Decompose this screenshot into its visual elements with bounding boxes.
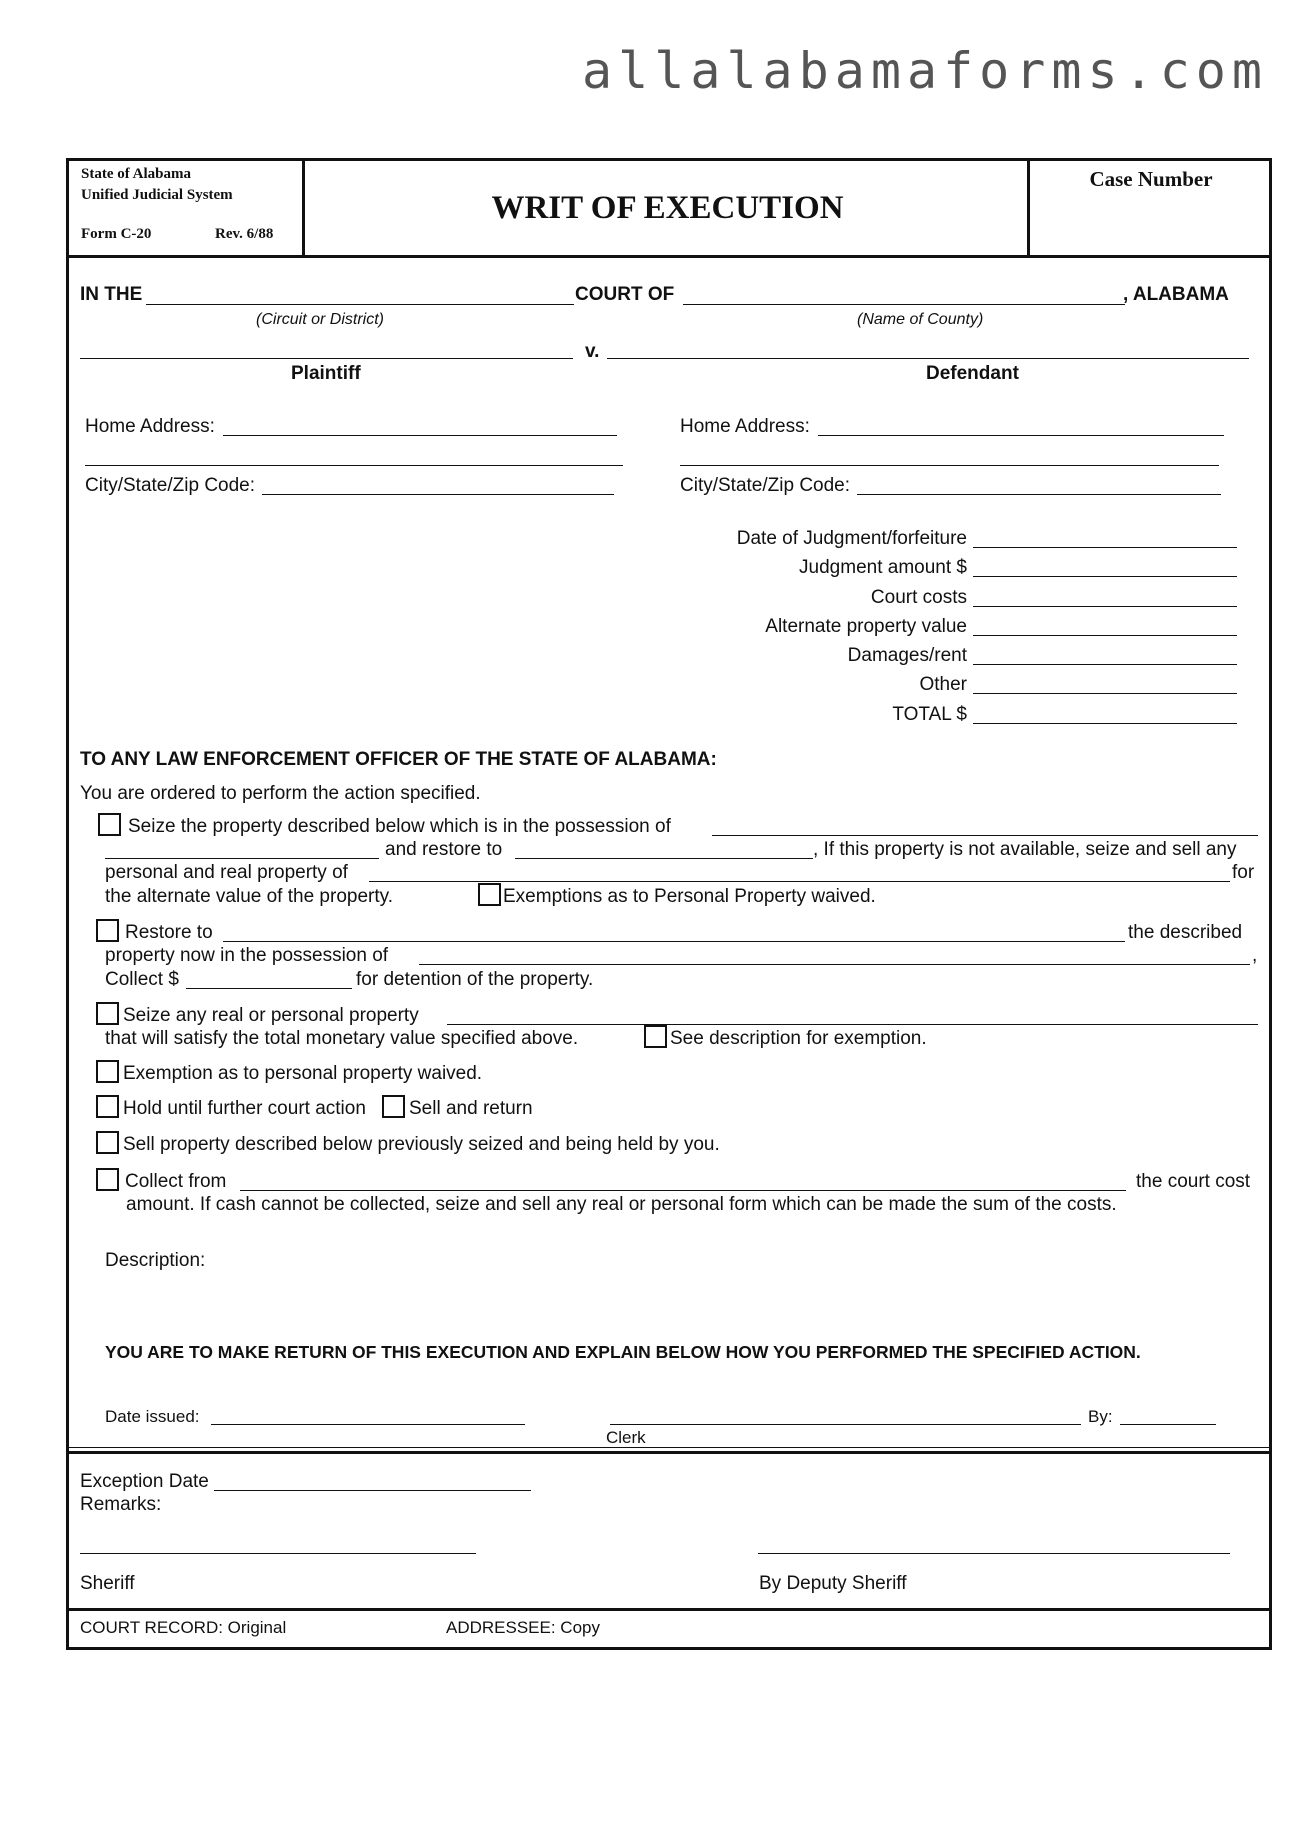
not-available-text: , If this property is not available, seize and sell any [813,839,1237,860]
see-description-checkbox[interactable] [644,1025,667,1048]
hold-checkbox[interactable] [96,1095,119,1118]
description-label: Description: [105,1250,206,1271]
form-header [69,161,1269,258]
seize-owner-field[interactable] [105,858,379,859]
for-text: for [1232,862,1255,883]
restore-to-text: and restore to [385,839,503,860]
amount-label-judgment-date: Date of Judgment/forfeiture [736,528,967,549]
court-cost-text: the court cost [1136,1171,1251,1192]
restore-recipient-field[interactable] [223,941,1125,942]
described-text: the described [1128,922,1243,943]
detention-amount-field[interactable] [186,988,352,989]
versus-label: v. [585,341,600,362]
remarks-label: Remarks: [80,1494,162,1515]
state-label: State of Alabama [81,166,191,182]
amount-field-judgment[interactable] [973,576,1237,577]
sheriff-signature-field[interactable] [80,1553,476,1554]
seize-any-text: Seize any real or personal property [123,1005,419,1026]
amount-label-court-costs: Court costs [870,587,967,608]
seize-property-text: Seize the property described below which is in the possession of [128,816,671,837]
plaintiff-field[interactable] [80,358,573,359]
sheriff-label: Sheriff [80,1573,135,1594]
restore-possessor-field[interactable] [419,964,1250,965]
seize-any-checkbox[interactable] [96,1002,119,1025]
exemptions-waived-checkbox[interactable] [478,883,501,906]
return-divider-thin [69,1447,1269,1448]
court-record-label: COURT RECORD: Original [80,1618,287,1637]
circuit-hint: (Circuit or District) [256,311,384,328]
plaintiff-address-field-2[interactable] [85,465,623,466]
defendant-field[interactable] [607,358,1249,359]
amount-label-damages: Damages/rent [847,645,967,666]
alternate-value-text: the alternate value of the property. [105,886,393,907]
alabama-label: , ALABAMA [1123,284,1229,305]
defendant-city-label: City/State/Zip Code: [680,475,851,496]
exception-date-label: Exception Date [80,1471,209,1492]
seize-any-field[interactable] [447,1024,1258,1025]
amount-field-judgment-date[interactable] [973,547,1237,548]
court-type-field[interactable] [146,304,574,305]
by-field[interactable] [1120,1424,1216,1425]
deputy-label: By Deputy Sheriff [759,1573,907,1594]
amount-label-total: TOTAL $ [892,704,967,725]
watermark: allalabamaforms.com [582,42,1268,100]
form-revision: Rev. 6/88 [215,226,274,242]
plaintiff-home-address-label: Home Address: [85,416,215,437]
date-issued-label: Date issued: [105,1407,200,1426]
order-heading: TO ANY LAW ENFORCEMENT OFFICER OF THE STATE OF ALABAMA: [80,749,717,770]
possession-of-field[interactable] [712,835,1258,836]
amount-field-damages[interactable] [973,664,1237,665]
addressee-label: ADDRESSEE: Copy [446,1618,600,1637]
form-identity [69,161,305,255]
hold-text: Hold until further court action [123,1098,366,1119]
amount-field-other[interactable] [973,693,1237,694]
satisfy-total-text: that will satisfy the total monetary value specified above. [105,1028,579,1049]
writ-form [66,158,1272,1650]
in-the-label: IN THE [80,284,143,305]
amount-field-alternate[interactable] [973,635,1237,636]
possession-text: property now in the possession of [105,945,389,966]
exemption-waived-text: Exemption as to personal property waived. [123,1063,483,1084]
sell-previously-checkbox[interactable] [96,1131,119,1154]
personal-real-property-text: personal and real property of [105,862,348,883]
seize-property-checkbox[interactable] [98,813,121,836]
restore-checkbox[interactable] [96,919,119,942]
court-of-label: COURT OF [575,284,675,305]
case-number-label: Case Number [1089,167,1213,191]
detention-text: for detention of the property. [356,969,594,990]
sell-return-checkbox[interactable] [382,1095,405,1118]
clerk-label: Clerk [606,1428,646,1447]
system-label: Unified Judicial System [81,187,233,203]
see-description-text: See description for exemption. [670,1028,927,1049]
sell-return-text: Sell and return [409,1098,533,1119]
exemptions-waived-text: Exemptions as to Personal Property waived. [503,886,876,907]
exception-date-field[interactable] [214,1490,531,1491]
footer-divider [69,1608,1269,1611]
restore-text: Restore to [125,922,213,943]
amount-label-other: Other [919,674,967,695]
by-label: By: [1088,1407,1113,1426]
date-issued-field[interactable] [211,1424,525,1425]
defendant-address-field-2[interactable] [680,465,1219,466]
county-hint: (Name of County) [857,311,984,328]
cash-not-collected-text: amount. If cash cannot be collected, seize and sell any real or personal form which can be made the sum of the costs. [126,1194,1117,1215]
defendant-city-field[interactable] [857,494,1221,495]
exemption-waived-checkbox[interactable] [96,1060,119,1083]
order-intro: You are ordered to perform the action specified. [80,783,481,804]
amount-field-court-costs[interactable] [973,606,1237,607]
plaintiff-city-field[interactable] [262,494,614,495]
amount-label-judgment: Judgment amount $ [799,557,967,578]
plaintiff-city-label: City/State/Zip Code: [85,475,256,496]
clerk-signature-field[interactable] [610,1424,1081,1425]
amount-field-total[interactable] [973,723,1237,724]
comma-text: , [1252,945,1258,966]
defendant-label: Defendant [926,363,1019,384]
collect-from-text: Collect from [125,1171,227,1192]
return-divider [69,1451,1269,1454]
form-title: WRIT OF EXECUTION [308,161,1030,255]
restore-to-field[interactable] [515,858,813,859]
collect-from-field[interactable] [240,1190,1126,1191]
form-number: Form C-20 [81,226,152,242]
collect-checkbox[interactable] [96,1168,119,1191]
property-of-field[interactable] [369,881,1230,882]
defendant-address-field[interactable] [818,435,1224,436]
plaintiff-address-field[interactable] [223,435,617,436]
deputy-signature-field[interactable] [758,1553,1230,1554]
sell-previously-text: Sell property described below previously seized and being held by you. [123,1134,720,1155]
collect-dollar-text: Collect $ [105,969,179,990]
return-instruction: YOU ARE TO MAKE RETURN OF THIS EXECUTION AND EXPLAIN BELOW HOW YOU PERFORMED THE SPECIFIED ACTION. [105,1342,1141,1362]
defendant-home-address-label: Home Address: [680,416,810,437]
amount-label-alternate: Alternate property value [765,616,967,637]
county-field[interactable] [683,304,1125,305]
plaintiff-label: Plaintiff [291,363,361,384]
